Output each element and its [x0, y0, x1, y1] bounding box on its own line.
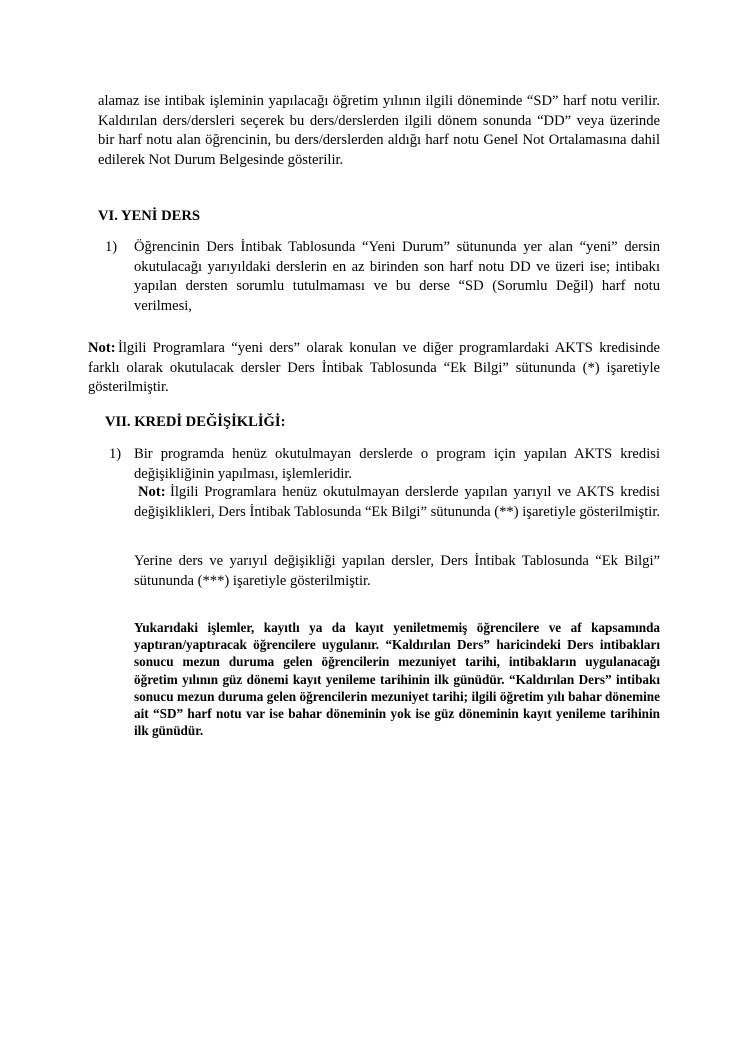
section-6-note-label: Not: [88, 340, 116, 356]
section-7-heading: VII. KREDİ DEĞİŞİKLİĞİ: [105, 414, 286, 430]
section-7-extra-text: Yerine ders ve yarıyıl değişikliği yapılan dersler, Ders İntibak Tablosunda “Ek Bilgi” sütununda (***) işaretiyle gösterilmiştir. [134, 553, 660, 589]
section-6-heading: VI. YENİ DERS [98, 208, 201, 224]
section-6-item-1-text: Öğrencinin Ders İntibak Tablosunda “Yeni Durum” sütununda yer alan “yeni” dersin okutulacağı yarıyıldaki derslerin en az birinden son harf notu DD ve üzeri ise; intibakı yapılan dersten sorumlu tutulmaması ve bu derse “SD (Sorumlu Değil) harf notu verilmesi, [134, 239, 660, 315]
section-6-note-text [88, 339, 660, 398]
closing-paragraph: Yukarıdaki işlemler, kayıtlı ya da kayıt yeniletmemiş öğrencilere ve af kapsamında yaptıran/yaptıracak öğrencilere uygulanır. “Kaldırılan Ders” haricindeki Ders intibakları sonucu mezun duruma gelen öğrencilerin mezuniyet tarihi, intibakların uygulanacağı öğretim yılının güz dönemi kayıt yenileme tarihinin ilk günüdür. “Kaldırılan Ders” intibakı sonucu mezun duruma gelen öğrencilerin mezuniyet tarihi; ilgili öğretim yılı bahar dönemine ait “SD” harf notu var ise bahar döneminin yok ise güz döneminin kayıt yenileme tarihinin ilk günüdür. [134, 620, 660, 739]
section-6-item-1-number: 1) [105, 239, 118, 255]
section-7-item-1-number: 1) [109, 446, 122, 462]
intro-paragraph: alamaz ise intibak işleminin yapılacağı öğretim yılının ilgili döneminde “SD” harf notu verilir. Kaldırılan ders/dersleri seçerek bu ders/derslerden ilgili dönem sonunda “DD” veya üzerinde bir harf notu alan öğrencinin, bu ders/derslerden aldığı harf notu Genel Not Ortalamasına dahil edilerek Not Durum Belgesinde gösterilir. [98, 93, 660, 169]
section-7-note-text [134, 483, 660, 522]
section-7-item-1-text: Bir programda henüz okutulmayan derslerde o program için yapılan AKTS kredisi değişikliğinin yapılması, işlemleridir. [134, 446, 660, 482]
section-7-note-body: İlgili Programlara henüz okutulmayan derslerde yapılan yarıyıl ve AKTS kredisi değişiklikleri, Ders İntibak Tablosunda “Ek Bilgi” sütununda (**) işaretiyle gösterilmiştir. [134, 484, 661, 520]
section-7-note-label: Not: [138, 484, 166, 500]
section-6-note-body: İlgili Programlara “yeni ders” olarak konulan ve diğer programlardaki AKTS kredisinde farklı olarak okutulacak dersler Ders İntibak Tablosunda “Ek Bilgi” sütununda (*) işaretiyle gösterilmiştir. [88, 340, 660, 396]
